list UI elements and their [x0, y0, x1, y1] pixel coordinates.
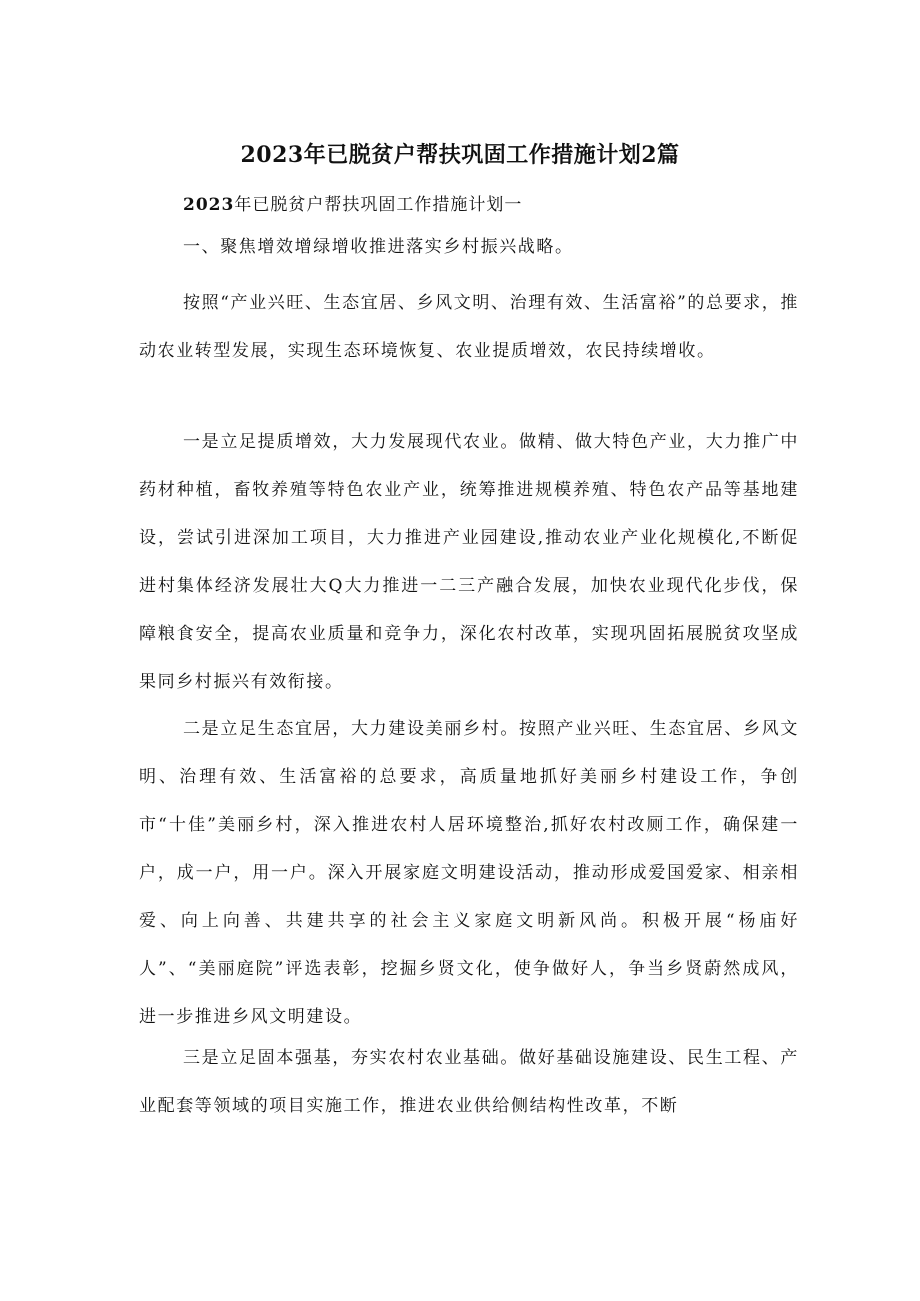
document-subtitle [183, 192, 823, 218]
subtitle-text: 年已脱贫户帮扶巩固工作措施计划一 [234, 195, 523, 215]
section-heading: 一、聚焦增效增绿增收推进落实乡村振兴战略。 [183, 237, 574, 257]
paragraph-rural-foundation: 三是立足固本强基，夯实农村农业基础。做好基础设施建设、民生工程、产业配套等领域的项目实施工作，推进农业供给侧结构性改革，不断 [139, 1048, 799, 1116]
paragraph-general-requirements: 按照“产业兴旺、生态宜居、乡风文明、治理有效、生活富裕”的总要求，推动农业转型发展，实现生态环境恢复、农业提质增效，农民持续增收。 [139, 293, 799, 361]
paragraph-beautiful-villages: 二是立足生态宜居，大力建设美丽乡村。按照产业兴旺、生态宜居、乡风文明、治理有效、生活富裕的总要求，高质量地抓好美丽乡村建设工作，争创市“十佳”美丽乡村，深入推进农村人居环境整治,抓好农村改厕工作，确保建一户，成一户，用一户。深入开展家庭文明建设活动，推动形成爱国爱家、相亲相爱、向上向善、共建共享的社会主义家庭文明新风尚。积极开展“杨庙好人”、“美丽庭院”评选表彰，挖掘乡贤文化，使争做好人，争当乡贤蔚然成风，进一步推进乡风文明建设。 [139, 719, 799, 1027]
subtitle-year: 2023 [183, 195, 235, 215]
paragraph-modern-agriculture: 一是立足提质增效，大力发展现代农业。做精、做大特色产业，大力推广中药材种植，畜牧养殖等特色农业产业，统筹推进规模养殖、特色农产品等基地建设，尝试引进深加工项目，大力推进产业园建设,推动农业产业化规模化,不断促进村集体经济发展壮大Q大力推进一二三产融合发展，加快农业现代化步伐，保障粮食安全，提高农业质量和竞争力，深化农村改革，实现巩固拓展脱贫攻坚成果同乡村振兴有效衔接。 [139, 432, 799, 692]
document-title: 2023年已脱贫户帮扶巩固工作措施计划2篇 [240, 142, 680, 168]
